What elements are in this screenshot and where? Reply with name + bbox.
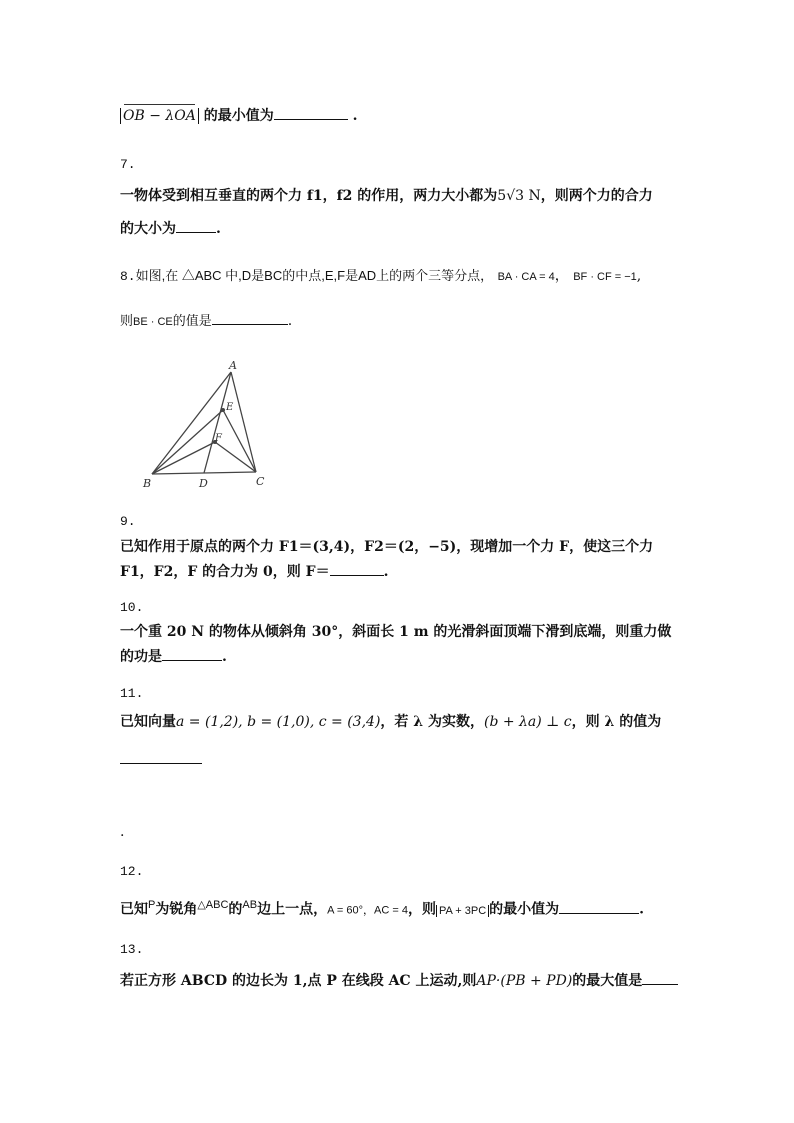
- q13-number: 13.: [120, 942, 144, 957]
- label-f: F: [215, 433, 222, 444]
- q12-text-2: 为锐角: [155, 901, 198, 918]
- q7-number: 7.: [120, 157, 136, 172]
- q12-number: 12.: [120, 864, 144, 879]
- q11-answer-blank[interactable]: [120, 749, 202, 764]
- q6-end: .: [352, 108, 358, 124]
- q6-text: 的最小值为: [203, 108, 274, 124]
- q11-line-1: [120, 712, 661, 732]
- q8-answer-blank[interactable]: [212, 310, 288, 325]
- q12-text-3: 的: [228, 901, 243, 918]
- q9-number: 9.: [120, 514, 136, 529]
- q12-point-p: P: [148, 899, 156, 911]
- q12-text-1: 已知: [120, 901, 148, 918]
- q8-triangle-figure: [135, 355, 275, 495]
- q7-text-2: 的大小为: [120, 221, 176, 237]
- q7-line-2: [120, 218, 221, 239]
- q8-text-1: 如图,在 △ABC 中,D是BC的中点,E,F是AD上的两个三等分点，: [135, 268, 494, 283]
- q11-condition: (b + λa) ⊥ c: [484, 714, 572, 730]
- q7-answer-blank[interactable]: [176, 218, 216, 233]
- q13-text-1: 若正方形 ABCD 的边长为 1,点 P 在线段 AC 上运动,则: [120, 973, 477, 989]
- q12-answer-blank[interactable]: [559, 899, 639, 914]
- q10-number: 10.: [120, 600, 144, 615]
- q8-target-expression: BE · CE: [133, 316, 173, 328]
- q7-line-1: [120, 186, 653, 206]
- q7-text-a: 一物体受到相互垂直的两个力 f1，f2 的作用，两力大小都为: [120, 188, 498, 204]
- q11-text-c: ，则 λ 的值为: [571, 714, 662, 730]
- q8-text-2a: 则: [120, 313, 134, 328]
- label-c: C: [256, 475, 265, 488]
- q7-force-value: 5√3 N: [497, 188, 541, 204]
- q13-answer-blank[interactable]: [642, 970, 678, 985]
- q12-end: .: [639, 901, 645, 918]
- q8-end: .: [287, 313, 293, 329]
- q11-text-a: 已知向量: [120, 714, 176, 730]
- label-d: D: [199, 477, 208, 490]
- q13-line-1: [120, 970, 678, 991]
- q11-text-b: ，若 λ 为实数，: [380, 714, 484, 730]
- q8-line-1: 8.如图,在 △ABC 中,D是BC的中点,E,F是AD上的两个三等分点， BA · CA = 4， BF · CF = −1,: [120, 268, 642, 284]
- q11-number: 11.: [120, 686, 144, 701]
- q8-number: 8.: [120, 269, 136, 284]
- q10-line-1: 一个重 20 N 的物体从倾斜角 30°，斜面长 1 m 的光滑斜面顶端下滑到底端，则重力做: [120, 624, 672, 640]
- q13-text-2: 的最大值是: [572, 973, 643, 989]
- q7-end: .: [216, 221, 221, 237]
- q13-expression: AP·(PB + PD): [476, 973, 573, 989]
- q9-answer-blank[interactable]: [330, 561, 384, 576]
- segment-ad: [204, 372, 231, 473]
- q12-triangle: △ABC: [197, 899, 229, 911]
- q12-line-1: [120, 895, 644, 921]
- q6-expression: OB − λOA: [120, 108, 199, 124]
- q6-answer-blank[interactable]: [274, 105, 348, 120]
- label-e: E: [226, 402, 234, 413]
- q9-line-2: [120, 561, 388, 582]
- q12-expression: PA + 3PC: [436, 905, 489, 917]
- q8-condition-1: BA · CA = 4: [497, 271, 555, 283]
- q8-line-2: [120, 310, 292, 332]
- q10-end: .: [222, 649, 227, 665]
- q12-text-5: ，则: [407, 901, 436, 918]
- q9-line-1: 已知作用于原点的两个力 F1＝(3,4)，F2＝(2，−5)，现增加一个力 F，使这三个力: [120, 539, 654, 555]
- q10-text-2: 的功是: [120, 649, 162, 665]
- label-b: B: [143, 477, 152, 490]
- q8-text-2c: 的值是: [172, 313, 212, 328]
- q9-end: .: [383, 564, 389, 580]
- q6-line: [120, 105, 357, 126]
- q12-text-4: 边上一点，: [257, 901, 328, 918]
- q10-line-2: [120, 646, 227, 667]
- q11-vectors: a = (1,2), b = (1,0), c = (3,4): [176, 714, 381, 730]
- q10-answer-blank[interactable]: [162, 646, 222, 661]
- q12-side-ab: AB: [242, 899, 258, 911]
- q12-condition: A = 60°，AC = 4: [327, 904, 408, 917]
- edge-ab: [152, 372, 231, 474]
- point-e: [221, 408, 225, 412]
- q7-text-c: ，则两个力的合力: [540, 188, 653, 204]
- q12-text-6: 的最小值为: [489, 901, 560, 918]
- label-a: A: [229, 359, 237, 372]
- q11-end: .: [120, 824, 125, 840]
- segment-ce: [223, 410, 256, 472]
- q8-condition-2: BF · CF = −1: [573, 271, 637, 283]
- q9-text-2: F1，F2，F 的合力为 0，则 F＝: [120, 564, 330, 580]
